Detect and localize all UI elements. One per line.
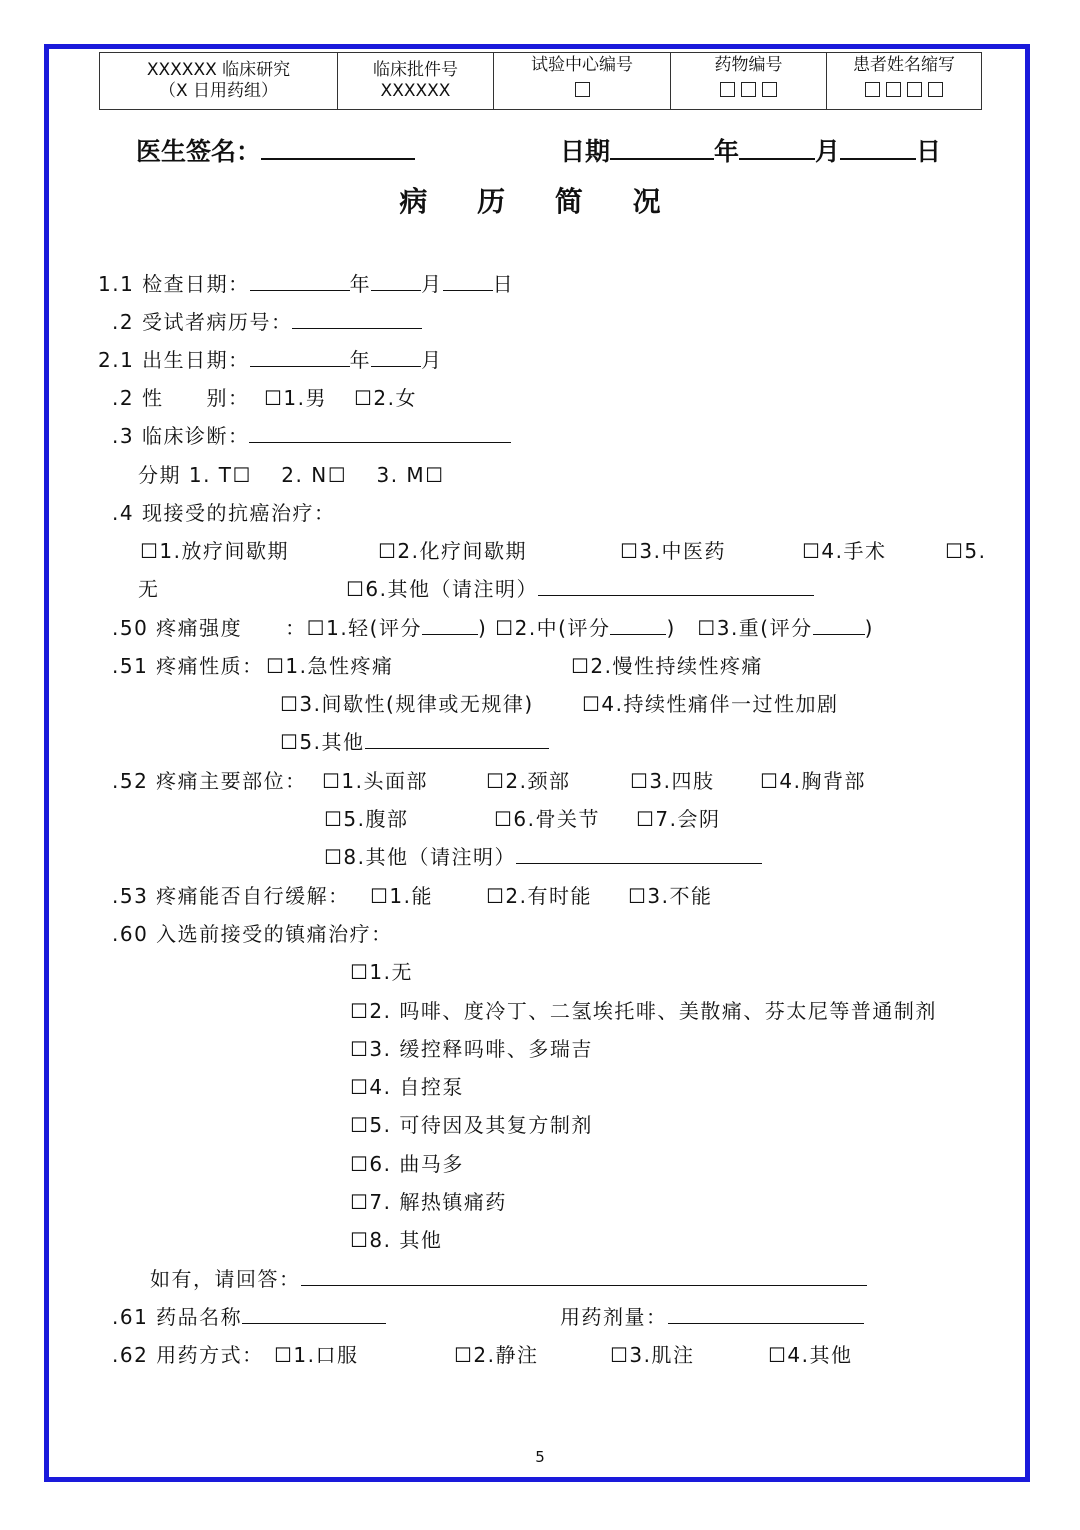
- pain-nature-other-field[interactable]: [365, 728, 549, 749]
- birth-month-label: 月: [421, 348, 443, 372]
- if-yes-field[interactable]: [301, 1265, 867, 1286]
- anticancer-treatment-label: .4 现接受的抗癌治疗：: [112, 501, 336, 525]
- analgesic-option-6[interactable]: ☐6. 曲马多: [350, 1152, 464, 1176]
- pain-relief-option-1[interactable]: ☐1.能: [370, 884, 434, 908]
- birth-month-field[interactable]: [371, 346, 421, 367]
- sex-line: [112, 384, 249, 412]
- pain-location-option-8-label[interactable]: ☐8.其他（请注明）: [324, 845, 517, 869]
- approval-label: 临床批件号: [373, 60, 458, 80]
- patient-cell: [827, 53, 982, 110]
- pain-nature-option-1[interactable]: ☐1.急性疼痛: [266, 654, 394, 678]
- analgesic-option-5[interactable]: ☐5. 可待因及其复方制剂: [350, 1113, 593, 1137]
- analgesic-option-4[interactable]: ☐4. 自控泵: [350, 1075, 464, 1099]
- pain-severe-option[interactable]: ) ☐3.重(评分: [666, 616, 813, 640]
- record-number-line: [112, 308, 422, 336]
- date-year-field[interactable]: [610, 132, 714, 160]
- analgesic-option-3[interactable]: ☐3. 缓控释吗啡、多瑞吉: [350, 1037, 593, 1061]
- analgesic-option-8[interactable]: ☐8. 其他: [350, 1228, 443, 1252]
- exam-date-label: 1.1 检查日期：: [98, 272, 250, 296]
- date-month-field[interactable]: [739, 132, 815, 160]
- exam-date-line: [98, 270, 514, 298]
- treatment-option-6-label[interactable]: ☐6.其他（请注明）: [346, 577, 539, 601]
- page-title: 病 历 简 况: [399, 185, 681, 218]
- route-option-2[interactable]: ☐2.静注: [454, 1343, 539, 1367]
- exam-month-field[interactable]: [371, 270, 421, 291]
- drug-box-1[interactable]: [720, 82, 735, 97]
- route-label: .62 用药方式：: [112, 1343, 264, 1367]
- pain-intensity-label: .50 疼痛强度 ：: [112, 616, 307, 640]
- patient-box-3[interactable]: [907, 82, 922, 97]
- drug-label: 药物编号: [714, 55, 783, 75]
- treatment-other-field[interactable]: [538, 575, 814, 596]
- pain-location-option-5[interactable]: ☐5.腹部: [324, 807, 409, 831]
- record-number-label: .2 受试者病历号：: [112, 310, 293, 334]
- exam-day-field[interactable]: [443, 270, 493, 291]
- diagnosis-field[interactable]: [249, 422, 511, 443]
- patient-box-1[interactable]: [865, 82, 880, 97]
- treatment-option-6: [346, 575, 814, 603]
- dose-label: 用药剂量：: [560, 1305, 668, 1329]
- patient-box-2[interactable]: [886, 82, 901, 97]
- exam-day-label: 日: [492, 272, 515, 296]
- birth-year-field[interactable]: [250, 346, 350, 367]
- treatment-option-5[interactable]: ☐5.: [945, 539, 987, 563]
- pain-nature-label: .51 疼痛性质：: [112, 654, 264, 678]
- treatment-option-2[interactable]: ☐2.化疗间歇期: [378, 539, 528, 563]
- study-name: XXXXXX 临床研究: [146, 60, 291, 80]
- doctor-signature-field[interactable]: [261, 132, 415, 160]
- pain-relief-option-3[interactable]: ☐3.不能: [628, 884, 713, 908]
- pain-moderate-score[interactable]: [610, 614, 666, 635]
- date-day-field[interactable]: [840, 132, 916, 160]
- route-option-4[interactable]: ☐4.其他: [768, 1343, 853, 1367]
- pain-nature-option-2[interactable]: ☐2.慢性持续性疼痛: [571, 654, 764, 678]
- treatment-option-3[interactable]: ☐3.中医药: [620, 539, 727, 563]
- treatment-option-5-text: 无: [138, 577, 160, 601]
- drug-box-3[interactable]: [762, 82, 777, 97]
- pain-intensity-line: [112, 614, 874, 642]
- pain-location-option-8: [324, 843, 762, 871]
- dose-line: [560, 1303, 864, 1331]
- route-option-1[interactable]: ☐1.口服: [274, 1343, 359, 1367]
- study-cell: [100, 53, 338, 110]
- sex-female-option[interactable]: ☐2.女: [354, 386, 418, 410]
- birth-year-label: 年: [349, 348, 372, 372]
- approval-cell: [338, 53, 494, 110]
- pain-location-option-2[interactable]: ☐2.颈部: [486, 769, 571, 793]
- pain-nature-option-4[interactable]: ☐4.持续性痛伴一过性加剧: [582, 692, 839, 716]
- patient-box-4[interactable]: [928, 82, 943, 97]
- diagnosis-label: .3 临床诊断：: [112, 424, 250, 448]
- analgesic-option-7[interactable]: ☐7. 解热镇痛药: [350, 1190, 507, 1214]
- pain-location-option-6[interactable]: ☐6.骨关节: [494, 807, 601, 831]
- if-yes-line: [150, 1265, 867, 1293]
- drug-box-2[interactable]: [741, 82, 756, 97]
- pain-location-label: .52 疼痛主要部位：: [112, 769, 307, 793]
- exam-year-field[interactable]: [250, 270, 350, 291]
- drug-name-label: .61 药品名称: [112, 1305, 243, 1329]
- pain-location-option-7[interactable]: ☐7.会阴: [636, 807, 721, 831]
- approval-value: XXXXXX: [380, 81, 451, 101]
- prior-analgesic-label: .60 入选前接受的镇痛治疗：: [112, 922, 393, 946]
- treatment-option-4[interactable]: ☐4.手术: [802, 539, 887, 563]
- dose-field[interactable]: [668, 1303, 864, 1324]
- record-number-field[interactable]: [292, 308, 422, 329]
- header-table: [99, 52, 982, 110]
- analgesic-option-1[interactable]: ☐1.无: [350, 960, 414, 984]
- drug-cell: [671, 53, 827, 110]
- center-label: 试验中心编号: [531, 55, 633, 75]
- pain-nature-option-5-label[interactable]: ☐5.其他: [280, 730, 365, 754]
- drug-name-field[interactable]: [242, 1303, 386, 1324]
- diagnosis-line: [112, 422, 511, 450]
- if-yes-label: 如有，请回答：: [150, 1267, 301, 1291]
- birth-date-line: [98, 346, 443, 374]
- pain-nature-option-5: [280, 728, 549, 756]
- signature-date: [560, 132, 941, 170]
- date-label: 日期: [560, 137, 611, 166]
- pain-mild-option[interactable]: ☐1.轻(评分: [306, 616, 422, 640]
- pain-nature-option-3[interactable]: ☐3.间歇性(规律或无规律): [280, 692, 534, 716]
- study-group: （X 日用药组）: [158, 81, 279, 101]
- patient-label: 患者姓名缩写: [853, 55, 955, 75]
- center-checkbox[interactable]: [575, 82, 590, 97]
- sex-label: .2 性 别：: [112, 386, 250, 410]
- pain-severe-score[interactable]: [813, 614, 865, 635]
- pain-severe-close: ): [864, 616, 874, 640]
- pain-relief-option-2[interactable]: ☐2.有时能: [486, 884, 593, 908]
- center-cell: [494, 53, 671, 110]
- drug-name-line: [112, 1303, 386, 1331]
- sex-male-option[interactable]: ☐1.男: [264, 386, 328, 410]
- pain-location-other-field[interactable]: [516, 843, 762, 864]
- page-number: 5: [535, 1448, 545, 1466]
- pain-relief-label: .53 疼痛能否自行缓解：: [112, 884, 350, 908]
- treatment-option-1[interactable]: ☐1.放疗间歇期: [140, 539, 290, 563]
- pain-location-option-4[interactable]: ☐4.胸背部: [760, 769, 867, 793]
- analgesic-option-2[interactable]: ☐2. 吗啡、度冷丁、二氢埃托啡、美散痛、芬太尼等普通制剂: [350, 999, 937, 1023]
- tnm-staging[interactable]: 分期 1. T☐ 2. N☐ 3. M☐: [138, 463, 445, 487]
- exam-year-label: 年: [349, 272, 372, 296]
- doctor-signature: [136, 132, 415, 170]
- birth-date-label: 2.1 出生日期：: [98, 348, 250, 372]
- date-year-label: 年: [714, 137, 740, 166]
- date-month-label: 月: [815, 137, 841, 166]
- doctor-signature-label: 医生签名：: [136, 137, 262, 166]
- route-option-3[interactable]: ☐3.肌注: [610, 1343, 695, 1367]
- pain-location-option-1[interactable]: ☐1.头面部: [322, 769, 429, 793]
- exam-month-label: 月: [421, 272, 443, 296]
- pain-moderate-option[interactable]: ) ☐2.中(评分: [478, 616, 611, 640]
- date-day-label: 日: [916, 137, 942, 166]
- pain-mild-score[interactable]: [422, 614, 478, 635]
- pain-location-option-3[interactable]: ☐3.四肢: [630, 769, 715, 793]
